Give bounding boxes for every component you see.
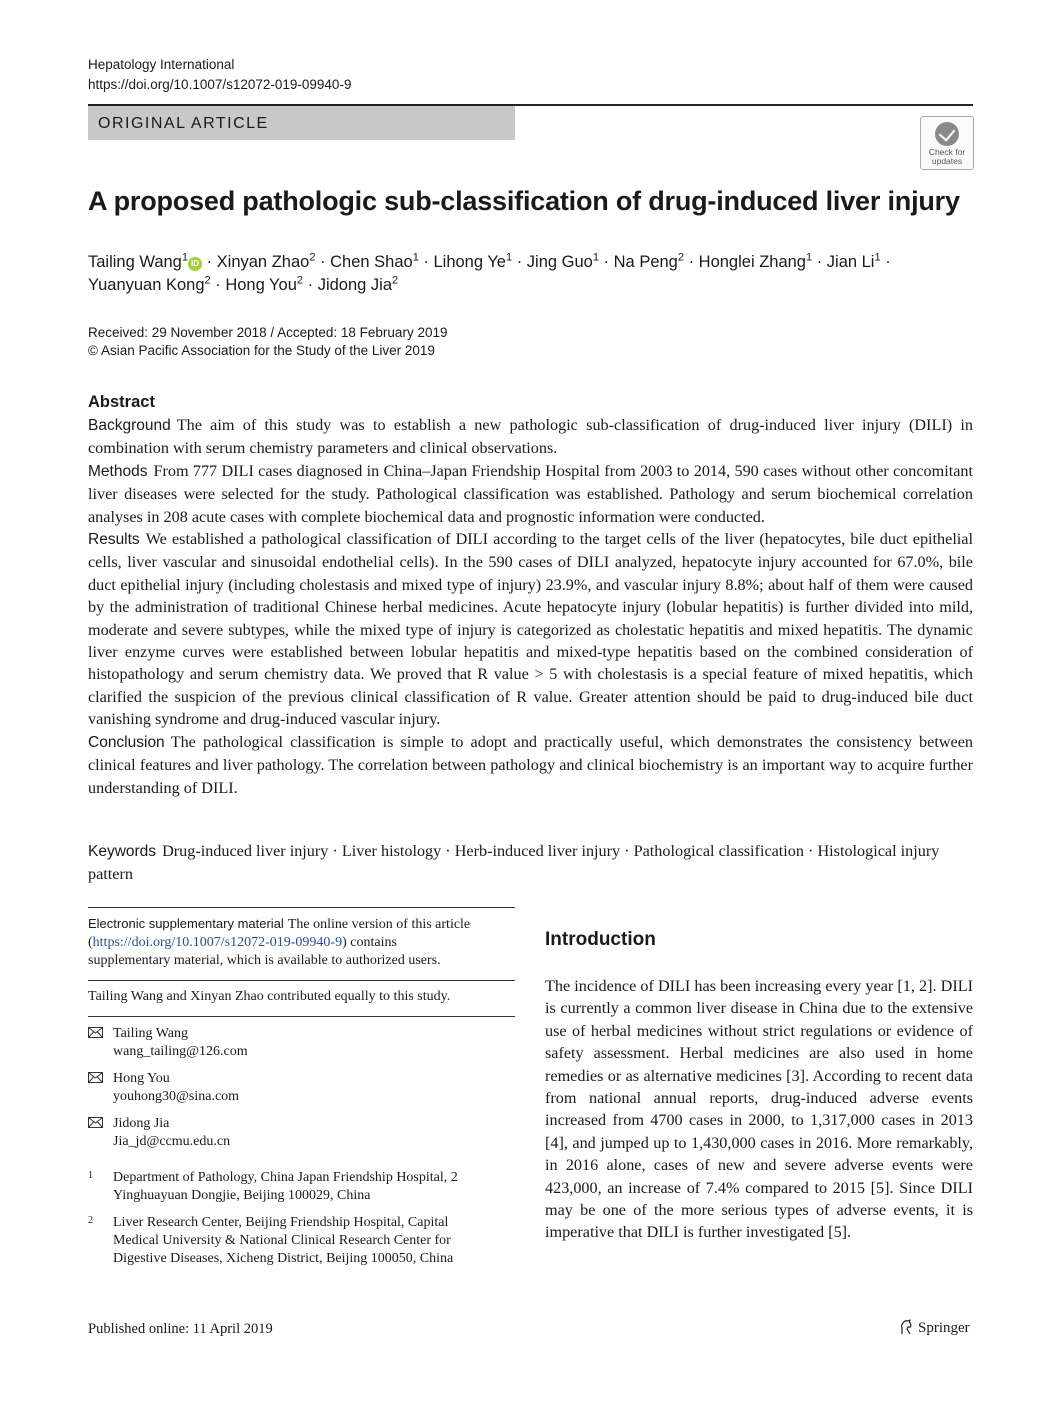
publisher-logo (898, 1318, 970, 1338)
abstract-methods-text: From 777 DILI cases diagnosed in China–Japan Friendship Hospital from 2003 to 2014, 590 cases without other concomitant liver diseases were selected for the study. Pathological classification was established. Pathology and serum biochemical correlation analyses in 208 acute cases with complete biochemical data and prognostic information were conducted. (88, 461, 973, 526)
author-affiliation-mark: 1 (874, 251, 881, 263)
author-separator: · (315, 252, 331, 271)
footnote-rule-bottom (88, 1016, 515, 1017)
contact-name: Jidong Jia (113, 1116, 170, 1131)
abstract-background-label: Background (88, 417, 171, 434)
keywords-label: Keywords (88, 843, 157, 860)
contact-email[interactable]: wang_tailing@126.com (113, 1044, 248, 1059)
author-affiliation-mark: 2 (204, 274, 211, 286)
springer-horse-icon (898, 1319, 914, 1335)
author-separator: · (683, 252, 699, 271)
author-affiliation-mark: 2 (296, 274, 304, 286)
author-affiliation-mark: 2 (677, 251, 684, 263)
author-name[interactable]: Tailing Wang$^1$ (88, 251, 188, 271)
author-separator: · (303, 275, 318, 294)
check-updates-label-1: Check for (928, 147, 966, 157)
author-name[interactable]: Jidong Jia$^2$ (317, 274, 399, 294)
esm-text-2: ) contains supplementary material, which is available to authorized users. (88, 935, 441, 969)
envelope-icon (88, 1027, 103, 1038)
author-affiliation-mark: 1 (592, 251, 599, 263)
abstract-methods-label: Methods (88, 462, 148, 480)
author-separator: · (210, 275, 226, 294)
author-affiliation-mark: 2 (309, 251, 316, 263)
abstract-conclusion-text: The pathological classification is simple to adopt and practically useful, which demonstrates the consistency between clinical features and liver pathology. The correlation between pathology and clinical biochemistry is an important way to acquire further understanding of DILI. (88, 732, 973, 797)
author-name[interactable]: Jian Li$^1$ (826, 251, 881, 271)
author-list-line-2 (88, 269, 973, 296)
author-affiliation-mark: 1 (805, 251, 813, 263)
received-accepted-dates: Received: 29 November 2018 / Accepted: 18 February 2019 (88, 325, 448, 340)
abstract-body (88, 414, 973, 799)
abstract-results (88, 528, 973, 731)
esm-text-1: The online version of this article ( (88, 917, 471, 951)
footnote-rule-top (88, 907, 515, 908)
contact-email[interactable]: youhong30@sina.com (113, 1089, 240, 1104)
introduction-text: The incidence of DILI has been increasing every year [1, 2]. DILI is currently a common liver disease in China due to the extensive use of herbal medicines without strict regulations or evidence of safety assessment. Herbal medicines are also used in home remedies or as alternative medicines [3]. According to recent data from national annual reports, drug-induced adverse events increased from 4700 cases in 2000, to 1,317,000 cases in 2013 [4], and jumped up to 1,430,000 cases in 2016. More remarkably, in 2016 alone, cases of new and severe adverse events were 423,000, an increase of 7.4% compared to 2015 [5]. Since DILI may be one of the more serious types of adverse events, it is imperative that DILI is further investigated [5]. (545, 977, 973, 1242)
keywords (88, 840, 973, 886)
envelope-icon (88, 1072, 103, 1083)
article-type: ORIGINAL ARTICLE (98, 115, 269, 132)
publisher-name: Springer (918, 1320, 970, 1336)
abstract-background (88, 414, 973, 460)
author-name[interactable]: Yuanyuan Kong$^2$ (88, 274, 211, 294)
keywords-text: Drug-induced liver injury · Liver histology · Herb-induced liver injury · Pathological classification · Histological injury pattern (88, 842, 940, 884)
contact-name: Tailing Wang (113, 1026, 189, 1041)
author-separator: · (598, 252, 614, 271)
paper-title: A proposed pathologic sub-classification of drug-induced liver injury (88, 186, 960, 216)
abstract-background-text: The aim of this study was to establish a new pathologic sub-classification of drug-induced liver injury (DILI) in combination with serum chemistry parameters and clinical observations. (88, 416, 973, 458)
author-name[interactable]: Jing Guo$^1$ (526, 251, 599, 271)
affiliation-text: Liver Research Center, Beijing Friendship Hospital, Capital Medical University & National Clinical Research Center for Digestive Diseases, Xicheng District, Beijing 100050, China (113, 1215, 454, 1266)
check-for-updates-button[interactable] (920, 116, 974, 170)
check-updates-label-2: updates (931, 156, 963, 166)
author-affiliation-mark: 1 (181, 251, 188, 263)
equal-contribution-note: Tailing Wang and Xinyan Zhao contributed equally to this study. (88, 989, 451, 1004)
author-name[interactable]: Honglei Zhang$^1$ (698, 251, 813, 271)
author-affiliation-mark: 1 (506, 251, 513, 263)
author-name[interactable]: Xinyan Zhao$^2$ (216, 251, 316, 271)
orcid-icon[interactable]: iD (188, 257, 202, 271)
footnote-rule-middle (88, 980, 515, 981)
abstract-heading: Abstract (88, 393, 155, 411)
contact-email[interactable]: Jia_jd@ccmu.edu.cn (113, 1134, 231, 1149)
contact-name: Hong You (113, 1071, 170, 1086)
esm-link[interactable]: https://doi.org/10.1007/s12072-019-09940-9 (92, 935, 343, 951)
envelope-icon (88, 1117, 103, 1128)
author-affiliation-mark: 2 (392, 274, 399, 286)
doi-link[interactable]: https://doi.org/10.1007/s12072-019-09940-9 (88, 77, 352, 92)
abstract-conclusion (88, 731, 973, 799)
author-name[interactable]: Na Peng$^2$ (613, 251, 684, 271)
author-name[interactable]: Lihong Ye$^1$ (433, 251, 513, 271)
esm-label: Electronic supplementary material (88, 916, 284, 931)
supplementary-material-note (88, 915, 478, 971)
author-name[interactable]: Hong You$^2$ (225, 274, 304, 294)
abstract-methods (88, 460, 973, 528)
abstract-results-text: We established a pathological classification of DILI according to the target cells of the liver (hepatocytes, bile duct epithelial cells, liver vascular and sinusoidal endothelial cells). In the 590 cases of DILI analyzed, hepatocyte injury accounted for 67.0%, bile duct epithelial injury (including cholestasis and mixed type of injury) 23.9%, and vascular injury 8.8%; about half of them were caused by the administration of traditional Chinese herbal medicines. Acute hepatocyte injury (lobular hepatitis) is further divided into mild, moderate and severe subtypes, while the mixed type of injury is categorized as cholestatic hepatitis and mixed hepatitis. The dynamic liver enzyme curves were established between lobular hepatitis and mixed-type hepatitis based on the combined consideration of histopathology and serum chemistry data. We proved that R value > 5 with cholestasis is a special feature of mixed hepatitis, which clarified the suspicion of the previous clinical classification of R value. Greater attention should be paid to drug-induced bile duct vanishing syndrome and drug-induced vascular injury. (88, 530, 973, 729)
author-separator: · (201, 252, 217, 271)
check-updates-icon (935, 122, 959, 146)
abstract-results-label: Results (88, 531, 140, 549)
author-separator: · (812, 252, 827, 271)
affiliation-number: 1 (88, 1170, 93, 1181)
abstract-conclusion-label: Conclusion (88, 733, 165, 751)
journal-name: Hepatology International (88, 57, 235, 72)
published-date: Published online: 11 April 2019 (88, 1321, 273, 1337)
introduction-heading: Introduction (545, 929, 656, 950)
author-affiliation-mark: 1 (412, 251, 419, 263)
author-separator: · (880, 252, 891, 271)
author-separator: · (512, 252, 527, 271)
copyright-line: © Asian Pacific Association for the Study of the Liver 2019 (88, 343, 435, 358)
author-name[interactable]: Chen Shao$^1$ (330, 251, 419, 271)
affiliation-number: 2 (88, 1215, 93, 1226)
affiliation-text: Department of Pathology, China Japan Friendship Hospital, 2 Yinghuayuan Dongjie, Beijing 100029, China (113, 1170, 458, 1203)
author-separator: · (418, 252, 434, 271)
